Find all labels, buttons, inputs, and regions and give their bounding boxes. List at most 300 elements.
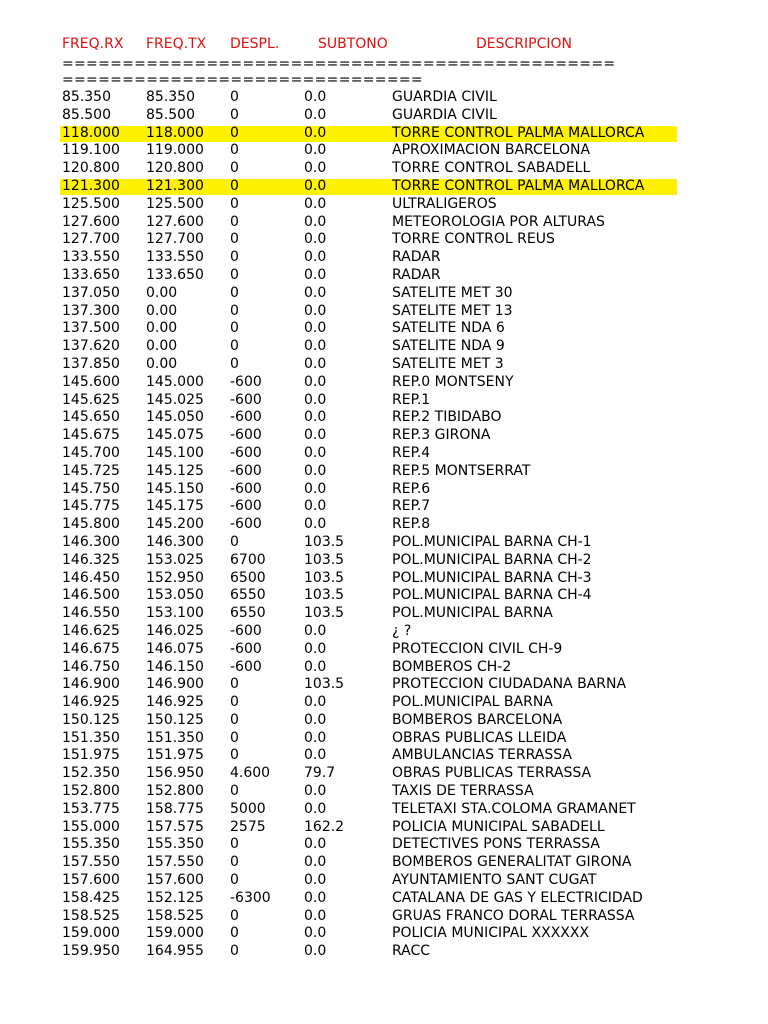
subtono-cell: 0.0 [304,355,327,372]
despl-cell: 0 [230,729,239,746]
freq-tx-cell: 0.00 [146,338,178,355]
despl-cell: 0 [230,676,239,693]
table-row [60,320,680,338]
descripcion-cell: PROTECCION CIVIL CH-9 [392,640,563,657]
despl-cell: -600 [230,480,262,497]
descripcion-cell: AMBULANCIAS TERRASSA [392,747,572,764]
table-row [60,125,680,143]
freq-tx-cell: 156.950 [146,765,204,782]
freq-rx-cell: 146.500 [62,587,120,604]
despl-cell: 2575 [230,818,266,835]
freq-tx-cell: 133.650 [146,266,204,283]
subtono-cell: 0.0 [304,338,327,355]
subtono-cell: 0.0 [304,284,327,301]
freq-rx-cell: 118.000 [62,124,120,141]
freq-rx-cell: 146.550 [62,605,120,622]
despl-cell: 0 [230,177,239,194]
descripcion-cell: POL.MUNICIPAL BARNA CH-3 [392,569,592,586]
table-row [60,890,680,908]
freq-rx-cell: 146.450 [62,569,120,586]
freq-tx-cell: 0.00 [146,302,178,319]
subtono-cell: 0.0 [304,320,327,337]
subtono-cell: 0.0 [304,302,327,319]
freq-tx-cell: 157.600 [146,872,204,889]
descripcion-cell: POL.MUNICIPAL BARNA CH-1 [392,533,592,550]
subtono-cell: 103.5 [304,533,345,550]
freq-tx-cell: 146.300 [146,533,204,550]
freq-rx-cell: 150.125 [62,711,120,728]
freq-tx-cell: 145.150 [146,480,204,497]
table-row [60,587,680,605]
subtono-cell: 103.5 [304,569,345,586]
despl-cell: 0 [230,783,239,800]
table-row [60,231,680,249]
freq-rx-cell: 159.950 [62,943,120,960]
subtono-cell: 0.0 [304,658,327,675]
freq-tx-cell: 120.800 [146,160,204,177]
subtono-cell: 0.0 [304,889,327,906]
freq-tx-cell: 145.200 [146,516,204,533]
descripcion-cell: TORRE CONTROL REUS [392,231,555,248]
table-row [60,801,680,819]
table-row [60,534,680,552]
descripcion-cell: POLICIA MUNICIPAL SABADELL [392,818,605,835]
descripcion-cell: TORRE CONTROL SABADELL [392,160,591,177]
descripcion-cell: REP.7 [392,498,431,515]
freq-rx-cell: 146.625 [62,622,120,639]
freq-tx-cell: 152.125 [146,889,204,906]
freq-rx-cell: 155.000 [62,818,120,835]
freq-tx-cell: 146.900 [146,676,204,693]
despl-cell: 0 [230,872,239,889]
despl-cell: 0 [230,124,239,141]
despl-cell: -600 [230,409,262,426]
despl-cell: 6550 [230,587,266,604]
table-row [60,89,680,107]
table-row [60,498,680,516]
freq-tx-cell: 145.000 [146,373,204,390]
subtono-cell: 0.0 [304,373,327,390]
freq-rx-cell: 157.600 [62,872,120,889]
despl-cell: -600 [230,516,262,533]
freq-tx-cell: 157.575 [146,818,204,835]
table-row [60,908,680,926]
despl-cell: 6700 [230,551,266,568]
freq-rx-cell: 127.700 [62,231,120,248]
table-row [60,854,680,872]
freq-rx-cell: 152.350 [62,765,120,782]
table-row [60,836,680,854]
table-row [60,107,680,125]
subtono-cell: 162.2 [304,818,345,835]
despl-cell: -600 [230,373,262,390]
freq-rx-cell: 145.750 [62,480,120,497]
despl-cell: 0 [230,266,239,283]
despl-cell: 0 [230,747,239,764]
freq-tx-cell: 150.125 [146,711,204,728]
freq-tx-cell: 152.800 [146,783,204,800]
freq-tx-cell: 158.525 [146,907,204,924]
despl-cell: 0 [230,943,239,960]
despl-cell: 0 [230,160,239,177]
table-row [60,409,680,427]
freq-rx-cell: 146.925 [62,694,120,711]
freq-tx-cell: 0.00 [146,355,178,372]
header-freq-rx: FREQ.RX [62,36,124,52]
subtono-cell: 0.0 [304,907,327,924]
frequency-table [60,89,680,961]
despl-cell: -600 [230,640,262,657]
despl-cell: 6550 [230,605,266,622]
descripcion-cell: BOMBEROS CH-2 [392,658,512,675]
table-row [60,783,680,801]
subtono-cell: 0.0 [304,694,327,711]
table-row [60,214,680,232]
despl-cell: 0 [230,231,239,248]
table-row [60,427,680,445]
freq-rx-cell: 133.550 [62,249,120,266]
subtono-cell: 0.0 [304,106,327,123]
subtono-cell: 0.0 [304,622,327,639]
table-row [60,249,680,267]
subtono-cell: 0.0 [304,943,327,960]
freq-rx-cell: 85.500 [62,106,111,123]
table-row [60,605,680,623]
subtono-cell: 0.0 [304,444,327,461]
freq-rx-cell: 151.350 [62,729,120,746]
table-row [60,196,680,214]
freq-rx-cell: 158.525 [62,907,120,924]
table-row [60,765,680,783]
table-row [60,925,680,943]
table-row [60,819,680,837]
freq-rx-cell: 127.600 [62,213,120,230]
freq-tx-cell: 85.350 [146,89,195,105]
subtono-cell: 0.0 [304,640,327,657]
header-subtono: SUBTONO [318,36,388,52]
subtono-cell: 0.0 [304,427,327,444]
freq-rx-cell: 137.050 [62,284,120,301]
freq-tx-cell: 0.00 [146,284,178,301]
freq-rx-cell: 145.600 [62,373,120,390]
descripcion-cell: ¿ ? [392,622,412,639]
descripcion-cell: OBRAS PUBLICAS LLEIDA [392,729,567,746]
freq-rx-cell: 157.550 [62,854,120,871]
table-row [60,445,680,463]
descripcion-cell: REP.0 MONTSENY [392,373,514,390]
despl-cell: 0 [230,854,239,871]
subtono-cell: 0.0 [304,925,327,942]
subtono-cell: 0.0 [304,409,327,426]
freq-tx-cell: 145.025 [146,391,204,408]
freq-tx-cell: 155.350 [146,836,204,853]
descripcion-cell: POL.MUNICIPAL BARNA [392,694,553,711]
freq-tx-cell: 145.125 [146,462,204,479]
freq-rx-cell: 137.500 [62,320,120,337]
subtono-cell: 0.0 [304,142,327,159]
despl-cell: 0 [230,694,239,711]
table-row [60,356,680,374]
freq-rx-cell: 145.800 [62,516,120,533]
freq-rx-cell: 137.850 [62,355,120,372]
freq-rx-cell: 151.975 [62,747,120,764]
descripcion-cell: BOMBEROS BARCELONA [392,711,563,728]
descripcion-cell: APROXIMACION BARCELONA [392,142,591,159]
subtono-cell: 0.0 [304,836,327,853]
descripcion-cell: RADAR [392,266,441,283]
freq-rx-cell: 146.675 [62,640,120,657]
descripcion-cell: CATALANA DE GAS Y ELECTRICIDAD [392,889,643,906]
despl-cell: 0 [230,195,239,212]
despl-cell: 0 [230,338,239,355]
despl-cell: -600 [230,658,262,675]
descripcion-cell: TORRE CONTROL PALMA MALLORCA [392,177,645,194]
descripcion-cell: REP.1 [392,391,431,408]
freq-rx-cell: 125.500 [62,195,120,212]
freq-tx-cell: 127.700 [146,231,204,248]
freq-tx-cell: 145.100 [146,444,204,461]
freq-rx-cell: 146.300 [62,533,120,550]
despl-cell: 0 [230,836,239,853]
despl-cell: 0 [230,320,239,337]
descripcion-cell: TELETAXI STA.COLOMA GRAMANET [392,800,636,817]
table-row [60,160,680,178]
freq-tx-cell: 164.955 [146,943,204,960]
subtono-cell: 0.0 [304,391,327,408]
descripcion-cell: REP.5 MONTSERRAT [392,462,531,479]
header-freq-tx: FREQ.TX [146,36,207,52]
subtono-cell: 0.0 [304,498,327,515]
descripcion-cell: REP.8 [392,516,431,533]
table-row [60,338,680,356]
subtono-cell: 0.0 [304,266,327,283]
subtono-cell: 0.0 [304,729,327,746]
table-row [60,872,680,890]
descripcion-cell: REP.2 TIBIDABO [392,409,502,426]
freq-tx-cell: 157.550 [146,854,204,871]
freq-rx-cell: 85.350 [62,89,111,105]
freq-tx-cell: 153.050 [146,587,204,604]
descripcion-cell: POLICIA MUNICIPAL XXXXXX [392,925,590,942]
subtono-cell: 0.0 [304,177,327,194]
descripcion-cell: GUARDIA CIVIL [392,89,497,105]
descripcion-cell: POL.MUNICIPAL BARNA CH-2 [392,551,592,568]
descripcion-cell: METEOROLOGIA POR ALTURAS [392,213,605,230]
descripcion-cell: ULTRALIGEROS [392,195,497,212]
freq-rx-cell: 145.625 [62,391,120,408]
freq-tx-cell: 146.150 [146,658,204,675]
despl-cell: 0 [230,89,239,105]
freq-tx-cell: 125.500 [146,195,204,212]
subtono-cell: 0.0 [304,800,327,817]
freq-tx-cell: 127.600 [146,213,204,230]
subtono-cell: 0.0 [304,711,327,728]
descripcion-cell: SATELITE NDA 6 [392,320,505,337]
freq-rx-cell: 137.620 [62,338,120,355]
table-row [60,730,680,748]
descripcion-cell: OBRAS PUBLICAS TERRASSA [392,765,592,782]
despl-cell: 0 [230,533,239,550]
subtono-cell: 0.0 [304,195,327,212]
subtono-cell: 0.0 [304,854,327,871]
despl-cell: -600 [230,498,262,515]
freq-tx-cell: 145.050 [146,409,204,426]
subtono-cell: 103.5 [304,587,345,604]
freq-rx-cell: 146.750 [62,658,120,675]
table-row [60,552,680,570]
freq-rx-cell: 133.650 [62,266,120,283]
despl-cell: 0 [230,142,239,159]
table-row [60,374,680,392]
descripcion-cell: GUARDIA CIVIL [392,106,497,123]
table-row [60,463,680,481]
freq-tx-cell: 158.775 [146,800,204,817]
despl-cell: 4.600 [230,765,271,782]
despl-cell: 0 [230,249,239,266]
descripcion-cell: DETECTIVES PONS TERRASSA [392,836,600,853]
table-row [60,694,680,712]
descripcion-cell: AYUNTAMIENTO SANT CUGAT [392,872,597,889]
subtono-cell: 0.0 [304,249,327,266]
table-row [60,747,680,765]
freq-rx-cell: 155.350 [62,836,120,853]
freq-tx-cell: 133.550 [146,249,204,266]
table-row [60,285,680,303]
subtono-cell: 0.0 [304,89,327,105]
freq-tx-cell: 152.950 [146,569,204,586]
despl-cell: -600 [230,462,262,479]
despl-cell: 0 [230,907,239,924]
freq-rx-cell: 158.425 [62,889,120,906]
freq-rx-cell: 152.800 [62,783,120,800]
descripcion-cell: RACC [392,943,431,960]
freq-rx-cell: 121.300 [62,177,120,194]
subtono-cell: 0.0 [304,747,327,764]
despl-cell: 0 [230,106,239,123]
descripcion-cell: POL.MUNICIPAL BARNA CH-4 [392,587,592,604]
freq-tx-cell: 159.000 [146,925,204,942]
despl-cell: 6500 [230,569,266,586]
freq-rx-cell: 153.775 [62,800,120,817]
freq-rx-cell: 119.100 [62,142,120,159]
table-row [60,676,680,694]
separator-line-2: ============================== [62,72,423,88]
descripcion-cell: SATELITE MET 13 [392,302,513,319]
table-row [60,178,680,196]
descripcion-cell: SATELITE MET 3 [392,355,504,372]
table-row [60,392,680,410]
freq-tx-cell: 85.500 [146,106,195,123]
subtono-cell: 0.0 [304,480,327,497]
freq-tx-cell: 153.025 [146,551,204,568]
subtono-cell: 103.5 [304,676,345,693]
header-despl: DESPL. [230,36,280,52]
despl-cell: -600 [230,444,262,461]
descripcion-cell: RADAR [392,249,441,266]
freq-rx-cell: 145.725 [62,462,120,479]
freq-tx-cell: 145.075 [146,427,204,444]
table-row [60,481,680,499]
table-row [60,712,680,730]
subtono-cell: 0.0 [304,872,327,889]
despl-cell: 0 [230,355,239,372]
freq-tx-cell: 145.175 [146,498,204,515]
freq-tx-cell: 0.00 [146,320,178,337]
despl-cell: 0 [230,302,239,319]
descripcion-cell: REP.6 [392,480,431,497]
subtono-cell: 0.0 [304,160,327,177]
subtono-cell: 0.0 [304,231,327,248]
descripcion-cell: PROTECCION CIUDADANA BARNA [392,676,627,693]
freq-rx-cell: 146.325 [62,551,120,568]
table-row [60,570,680,588]
freq-rx-cell: 159.000 [62,925,120,942]
freq-tx-cell: 146.925 [146,694,204,711]
table-row [60,659,680,677]
table-row [60,516,680,534]
subtono-cell: 0.0 [304,124,327,141]
despl-cell: -600 [230,427,262,444]
freq-rx-cell: 137.300 [62,302,120,319]
descripcion-cell: TAXIS DE TERRASSA [392,783,534,800]
freq-rx-cell: 146.900 [62,676,120,693]
subtono-cell: 0.0 [304,462,327,479]
separator-line-1: ============================================== [62,56,616,72]
table-row [60,641,680,659]
descripcion-cell: POL.MUNICIPAL BARNA [392,605,553,622]
subtono-cell: 79.7 [304,765,336,782]
freq-rx-cell: 145.700 [62,444,120,461]
table-row [60,943,680,961]
table-row [60,142,680,160]
table-row [60,303,680,321]
table-row [60,267,680,285]
header-descripcion: DESCRIPCION [476,36,572,52]
freq-tx-cell: 121.300 [146,177,204,194]
freq-tx-cell: 146.025 [146,622,204,639]
descripcion-cell: REP.4 [392,444,431,461]
despl-cell: -600 [230,622,262,639]
subtono-cell: 103.5 [304,605,345,622]
freq-tx-cell: 146.075 [146,640,204,657]
freq-rx-cell: 145.775 [62,498,120,515]
subtono-cell: 103.5 [304,551,345,568]
table-row [60,623,680,641]
descripcion-cell: SATELITE MET 30 [392,284,513,301]
despl-cell: 0 [230,711,239,728]
freq-tx-cell: 119.000 [146,142,204,159]
subtono-cell: 0.0 [304,516,327,533]
despl-cell: -600 [230,391,262,408]
despl-cell: 0 [230,284,239,301]
subtono-cell: 0.0 [304,783,327,800]
despl-cell: 5000 [230,800,266,817]
descripcion-cell: REP.3 GIRONA [392,427,491,444]
freq-tx-cell: 153.100 [146,605,204,622]
despl-cell: -6300 [230,889,271,906]
freq-rx-cell: 145.675 [62,427,120,444]
freq-tx-cell: 118.000 [146,124,204,141]
freq-rx-cell: 120.800 [62,160,120,177]
freq-rx-cell: 145.650 [62,409,120,426]
descripcion-cell: GRUAS FRANCO DORAL TERRASSA [392,907,635,924]
descripcion-cell: TORRE CONTROL PALMA MALLORCA [392,124,645,141]
freq-tx-cell: 151.350 [146,729,204,746]
descripcion-cell: SATELITE NDA 9 [392,338,505,355]
freq-tx-cell: 151.975 [146,747,204,764]
despl-cell: 0 [230,925,239,942]
despl-cell: 0 [230,213,239,230]
